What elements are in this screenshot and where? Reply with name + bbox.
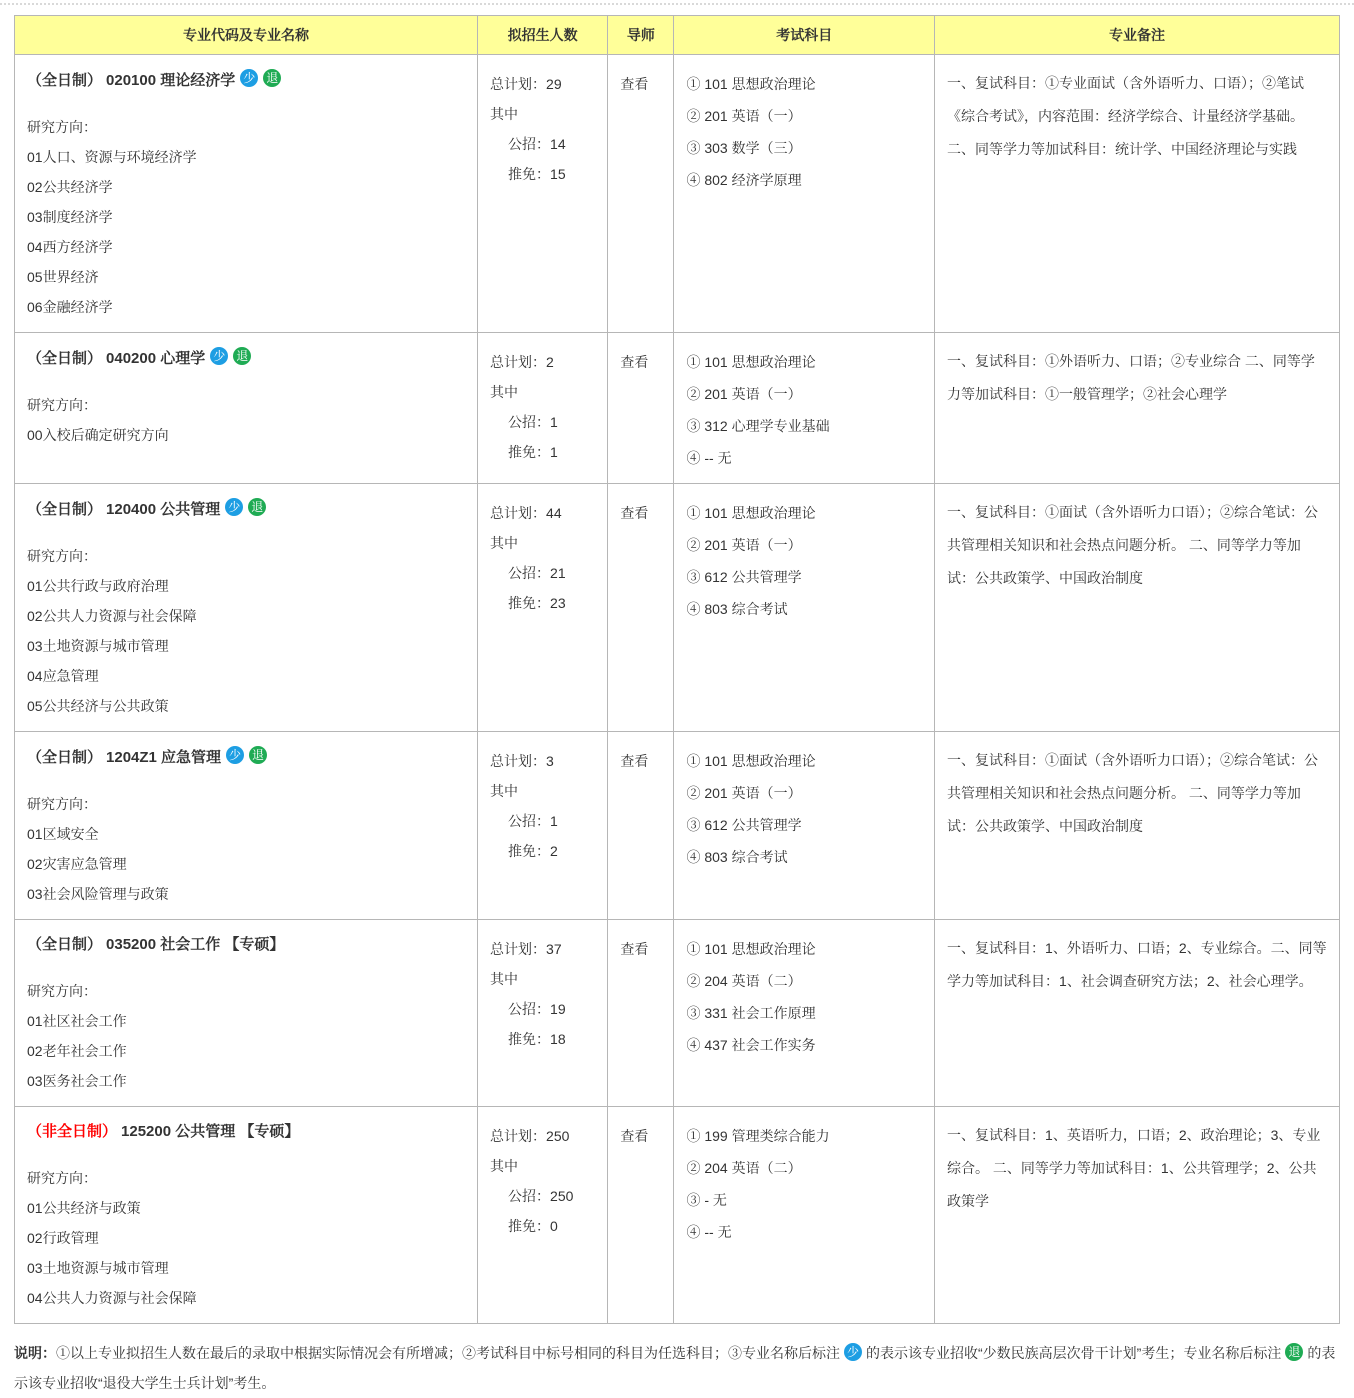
minority-program-badge: 少: [844, 1343, 862, 1361]
research-direction-item: 03土地资源与城市管理: [27, 638, 169, 654]
exam-subject-item: ③ - 无: [686, 1192, 727, 1208]
enrollment-exempt: 推免：2: [508, 843, 558, 859]
column-header-major-code-name: 专业代码及专业名称: [15, 16, 478, 55]
research-direction-item: 03社会风险管理与政策: [27, 886, 169, 902]
exam-subject-item: ④ -- 无: [686, 1224, 732, 1240]
major-row: [15, 732, 1340, 920]
exam-subjects-cell: [674, 484, 935, 732]
enrollment-total: 总计划：3: [490, 753, 554, 769]
footnote-text-1: ①以上专业拟招生人数在最后的录取中根据实际情况会有所增减；②考试科目中标号相同的科目为任选科目；③专业名称后标注: [56, 1345, 840, 1361]
research-directions-label: 研究方向：: [27, 1170, 97, 1186]
exam-subject-item: ① 101 思想政治理论: [686, 505, 816, 521]
remarks-paragraph: 一、复试科目：①专业面试（含外语听力、口语）；②笔试《综合考试》，内容范围：经济学综合、计量经济学基础。: [947, 75, 1305, 124]
enrollment-public: 公招：250: [508, 1188, 574, 1204]
enrollment-cell: [478, 55, 608, 333]
major-code-name: 125200 公共管理 【专硕】: [121, 1123, 300, 1140]
remarks-paragraph: 二、同等学力等加试科目：统计学、中国经济理论与实践: [947, 141, 1298, 157]
exam-subject-item: ① 199 管理类综合能力: [686, 1128, 830, 1144]
remarks-cell: [935, 55, 1340, 333]
column-header-enrollment: 拟招生人数: [478, 16, 608, 55]
enrollment-cell: [478, 333, 608, 484]
exam-subject-item: ④ 803 综合考试: [686, 601, 788, 617]
footnote-label: 说明：: [14, 1345, 56, 1361]
research-direction-item: 03医务社会工作: [27, 1073, 127, 1089]
research-direction-item: 05世界经济: [27, 269, 99, 285]
research-direction-item: 02老年社会工作: [27, 1043, 127, 1059]
exam-subjects-cell: [674, 55, 935, 333]
research-direction-item: 03制度经济学: [27, 209, 113, 225]
research-direction-item: 00入校后确定研究方向: [27, 427, 169, 443]
exam-subject-item: ① 101 思想政治理论: [686, 941, 816, 957]
remarks-cell: [935, 484, 1340, 732]
minority-program-badge: 少: [225, 498, 243, 516]
enrollment-total: 总计划：2: [490, 354, 554, 370]
exam-subject-item: ④ 802 经济学原理: [686, 172, 802, 188]
veteran-program-badge: 退: [263, 69, 281, 87]
research-direction-item: 02行政管理: [27, 1230, 99, 1246]
research-direction-item: 02公共经济学: [27, 179, 113, 195]
enrollment-public: 公招：1: [508, 813, 558, 829]
research-direction-item: 04公共人力资源与社会保障: [27, 1290, 197, 1306]
major-title: [27, 746, 465, 769]
view-advisors-link[interactable]: 查看: [620, 76, 649, 92]
major-cell: [15, 484, 478, 732]
minority-program-badge: 少: [226, 746, 244, 764]
major-title: [27, 69, 465, 92]
enrollment-exempt: 推免：1: [508, 444, 558, 460]
remarks-paragraph: 一、复试科目：①面试（含外语听力口语）；②综合笔试：公共管理相关知识和社会热点问题分析。 二、同等学力等加试：公共政策学、中国政治制度: [947, 752, 1319, 834]
view-advisors-link[interactable]: 查看: [620, 753, 649, 769]
research-direction-item: 06金融经济学: [27, 299, 113, 315]
remarks-paragraph: 一、复试科目：1、外语听力、口语；2、专业综合。二、同等学力等加试科目：1、社会调查研究方法；2、社会心理学。: [947, 940, 1327, 989]
major-title: [27, 347, 465, 370]
column-header-remarks: 专业备注: [935, 16, 1340, 55]
footnote-text-2: 的表示该专业招收“少数民族高层次骨干计划”考生；专业名称后标注: [866, 1345, 1282, 1361]
enrollment-public: 公招：1: [508, 414, 558, 430]
exam-subject-item: ③ 612 公共管理学: [686, 569, 802, 585]
enrollment-among-label: 其中: [490, 971, 519, 987]
exam-subjects-cell: [674, 732, 935, 920]
enrollment-among-label: 其中: [490, 783, 519, 799]
study-mode-label: （全日制）: [27, 749, 103, 766]
major-code-name: 035200 社会工作 【专硕】: [106, 936, 285, 953]
major-cell: [15, 732, 478, 920]
research-direction-item: 01社区社会工作: [27, 1013, 127, 1029]
enrollment-public: 公招：19: [508, 1001, 566, 1017]
major-code-name: 040200 心理学: [106, 350, 206, 367]
study-mode-label: （全日制）: [27, 501, 103, 518]
enrollment-among-label: 其中: [490, 535, 519, 551]
major-cell: [15, 1107, 478, 1324]
research-direction-item: 05公共经济与公共政策: [27, 698, 169, 714]
major-cell: [15, 55, 478, 333]
research-directions-label: 研究方向：: [27, 119, 97, 135]
research-direction-item: 04西方经济学: [27, 239, 113, 255]
major-cell: [15, 920, 478, 1107]
research-direction-item: 04应急管理: [27, 668, 99, 684]
enrollment-exempt: 推免：0: [508, 1218, 558, 1234]
exam-subject-item: ① 101 思想政治理论: [686, 753, 816, 769]
veteran-program-badge: 退: [233, 347, 251, 365]
remarks-cell: [935, 732, 1340, 920]
major-title: [27, 1121, 465, 1143]
exam-subject-item: ④ 803 综合考试: [686, 849, 788, 865]
view-advisors-link[interactable]: 查看: [620, 941, 649, 957]
exam-subject-item: ① 101 思想政治理论: [686, 354, 816, 370]
remarks-cell: [935, 1107, 1340, 1324]
enrollment-cell: [478, 732, 608, 920]
major-title: [27, 498, 465, 521]
exam-subject-item: ④ 437 社会工作实务: [686, 1037, 816, 1053]
major-row: [15, 484, 1340, 732]
enrollment-among-label: 其中: [490, 384, 519, 400]
veteran-program-badge: 退: [248, 498, 266, 516]
advisor-cell: [608, 55, 674, 333]
research-direction-item: 01区域安全: [27, 826, 99, 842]
view-advisors-link[interactable]: 查看: [620, 1128, 649, 1144]
enrollment-exempt: 推免：18: [508, 1031, 566, 1047]
enrollment-total: 总计划：37: [490, 941, 562, 957]
advisor-cell: [608, 484, 674, 732]
exam-subject-item: ② 204 英语（二）: [686, 973, 802, 989]
major-title: [27, 934, 465, 956]
column-header-exam-subjects: 考试科目: [674, 16, 935, 55]
advisor-cell: [608, 1107, 674, 1324]
veteran-program-badge: 退: [1285, 1343, 1303, 1361]
exam-subject-item: ② 204 英语（二）: [686, 1160, 802, 1176]
minority-program-badge: 少: [210, 347, 228, 365]
remarks-paragraph: 一、复试科目：①面试（含外语听力口语）；②综合笔试：公共管理相关知识和社会热点问题分析。 二、同等学力等加试：公共政策学、中国政治制度: [947, 504, 1319, 586]
research-direction-item: 01公共行政与政府治理: [27, 578, 169, 594]
enrollment-cell: [478, 920, 608, 1107]
research-directions-label: 研究方向：: [27, 548, 97, 564]
exam-subject-item: ② 201 英语（一）: [686, 108, 802, 124]
major-code-name: 120400 公共管理: [106, 501, 221, 518]
study-mode-label: （非全日制）: [27, 1123, 118, 1140]
exam-subjects-cell: [674, 333, 935, 484]
research-directions-label: 研究方向：: [27, 397, 97, 413]
study-mode-label: （全日制）: [27, 72, 103, 89]
exam-subject-item: ② 201 英语（一）: [686, 386, 802, 402]
study-mode-label: （全日制）: [27, 936, 103, 953]
research-direction-item: 02公共人力资源与社会保障: [27, 608, 197, 624]
advisor-cell: [608, 732, 674, 920]
research-direction-item: 02灾害应急管理: [27, 856, 127, 872]
footnote-text-3: 的表示该专业招收“退役大学生士兵计划”考生。: [14, 1345, 1336, 1391]
research-directions-label: 研究方向：: [27, 983, 97, 999]
major-row: [15, 920, 1340, 1107]
research-direction-item: 01公共经济与政策: [27, 1200, 141, 1216]
enrollment-exempt: 推免：15: [508, 166, 566, 182]
major-row: [15, 1107, 1340, 1324]
footnote: [14, 1338, 1340, 1398]
enrollment-total: 总计划：44: [490, 505, 562, 521]
remarks-paragraph: 一、复试科目：1、英语听力，口语；2、政治理论；3、专业综合。 二、同等学力等加试科目：1、公共管理学；2、公共政策学: [947, 1127, 1321, 1209]
remarks-cell: [935, 333, 1340, 484]
major-row: [15, 333, 1340, 484]
major-code-name: 1204Z1 应急管理: [106, 749, 222, 766]
remarks-paragraph: 一、复试科目：①外语听力、口语；②专业综合 二、同等学力等加试科目：①一般管理学；②社会心理学: [947, 353, 1315, 402]
enrollment-cell: [478, 1107, 608, 1324]
exam-subject-item: ② 201 英语（一）: [686, 785, 802, 801]
research-direction-item: 01人口、资源与环境经济学: [27, 149, 197, 165]
exam-subject-item: ③ 312 心理学专业基础: [686, 418, 830, 434]
top-dotted-divider: [0, 3, 1354, 5]
exam-subject-item: ① 101 思想政治理论: [686, 76, 816, 92]
minority-program-badge: 少: [240, 69, 258, 87]
exam-subject-item: ③ 612 公共管理学: [686, 817, 802, 833]
enrollment-exempt: 推免：23: [508, 595, 566, 611]
major-row: [15, 55, 1340, 333]
enrollment-total: 总计划：250: [490, 1128, 570, 1144]
major-code-name: 020100 理论经济学: [106, 72, 236, 89]
view-advisors-link[interactable]: 查看: [620, 354, 649, 370]
advisor-cell: [608, 333, 674, 484]
exam-subject-item: ③ 331 社会工作原理: [686, 1005, 816, 1021]
research-directions-label: 研究方向：: [27, 796, 97, 812]
exam-subject-item: ④ -- 无: [686, 450, 732, 466]
veteran-program-badge: 退: [249, 746, 267, 764]
major-cell: [15, 333, 478, 484]
study-mode-label: （全日制）: [27, 350, 103, 367]
research-direction-item: 03土地资源与城市管理: [27, 1260, 169, 1276]
enrollment-cell: [478, 484, 608, 732]
column-header-advisor: 导师: [608, 16, 674, 55]
enrollment-among-label: 其中: [490, 1158, 519, 1174]
enrollment-public: 公招：14: [508, 136, 566, 152]
table-header-row: [15, 16, 1340, 55]
exam-subject-item: ② 201 英语（一）: [686, 537, 802, 553]
exam-subjects-cell: [674, 1107, 935, 1324]
exam-subject-item: ③ 303 数学（三）: [686, 140, 802, 156]
admissions-table: [14, 15, 1340, 1324]
enrollment-total: 总计划：29: [490, 76, 562, 92]
exam-subjects-cell: [674, 920, 935, 1107]
advisor-cell: [608, 920, 674, 1107]
remarks-cell: [935, 920, 1340, 1107]
view-advisors-link[interactable]: 查看: [620, 505, 649, 521]
enrollment-public: 公招：21: [508, 565, 566, 581]
enrollment-among-label: 其中: [490, 106, 519, 122]
